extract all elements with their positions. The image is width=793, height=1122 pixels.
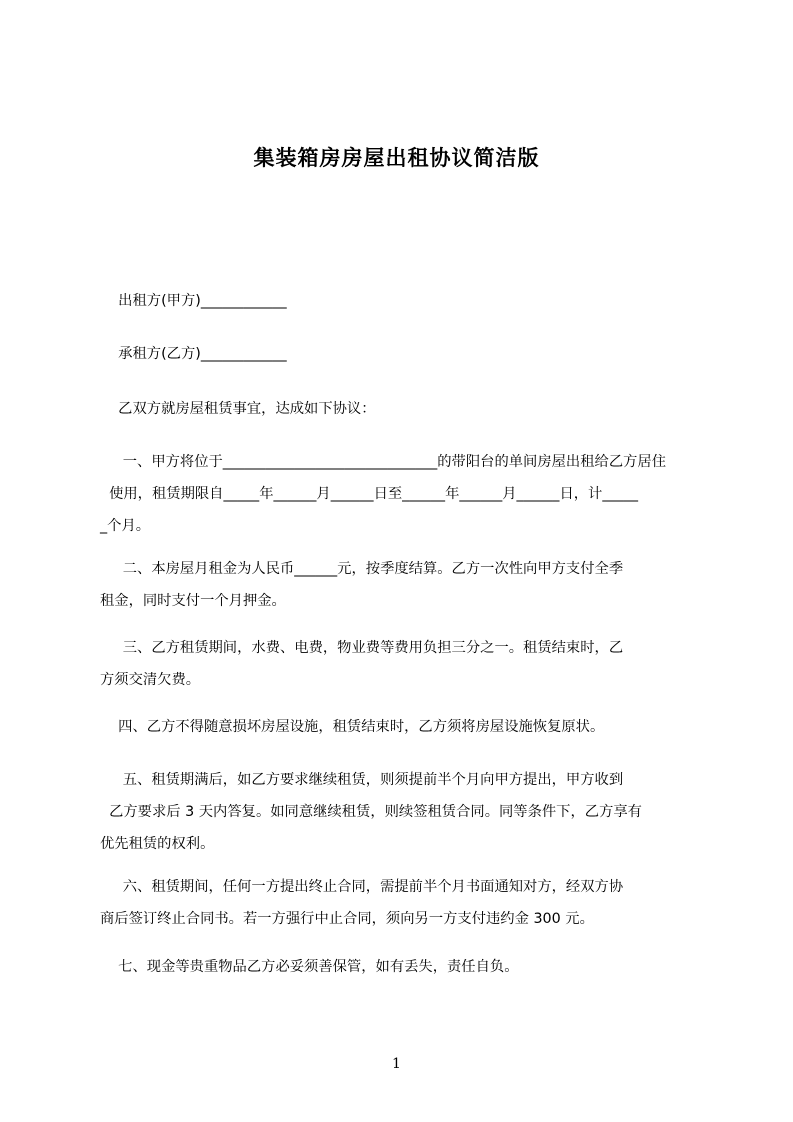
clause-4 (100, 717, 700, 737)
clause-2-row-1: 二、本房屋月租金为人民币______元，按季度结算。乙方一次性向甲方支付全季 (100, 561, 624, 577)
clause-5 (100, 770, 700, 854)
page-number: 1 (392, 1056, 401, 1072)
clause-6-row-1: 六、租赁期间，任何一方提出终止合同，需提前半个月书面通知对方，经双方协 (100, 879, 624, 895)
clause-5-row-1: 五、租赁期满后，如乙方要求继续租赁，则须提前半个月向甲方提出，甲方收到 (100, 772, 624, 788)
clause-5-row-3: 优先租赁的权利。 (100, 836, 215, 852)
party-a-line: 出租方(甲方)____________ (100, 293, 287, 309)
clause-3 (100, 638, 700, 690)
clause-1-row-1: 一、甲方将位于______________________________的带阳台的单间房屋出租给乙方居住 (100, 454, 667, 470)
clause-1-row-3: _个月。 (100, 518, 151, 534)
intro-line: 乙双方就房屋租赁事宜，达成如下协议： (100, 401, 376, 417)
clause-6-row-2: 商后签订终止合同书。若一方强行中止合同，须向另一方支付违约金 300 元。 (100, 911, 594, 927)
party-b-line: 承租方(乙方)____________ (100, 346, 287, 362)
clause-7 (100, 957, 700, 977)
clause-3-row-2: 方须交清欠费。 (100, 672, 201, 688)
clause-7-row-1: 七、现金等贵重物品乙方必妥须善保管，如有丢失，责任自负。 (100, 959, 519, 975)
clause-4-row-1: 四、乙方不得随意损坏房屋设施，租赁结束时，乙方须将房屋设施恢复原状。 (100, 719, 605, 735)
clause-2 (100, 559, 700, 611)
clause-6 (100, 877, 700, 929)
clause-5-row-2: 乙方要求后 3 天内答复。如同意继续租赁，则续签租赁合同。同等条件下，乙方享有 (100, 804, 642, 820)
clause-3-row-1: 三、乙方租赁期间，水费、电费，物业费等费用负担三分之一。租赁结束时，乙 (100, 640, 624, 656)
document-title: 集装箱房房屋出租协议简洁版 (253, 146, 540, 170)
clause-2-row-2: 租金，同时支付一个月押金。 (100, 593, 286, 609)
clause-1-row-2: 使用，租赁期限自_____年______月______日至______年______月______日，计_____ (100, 486, 639, 502)
clause-1 (100, 452, 700, 536)
